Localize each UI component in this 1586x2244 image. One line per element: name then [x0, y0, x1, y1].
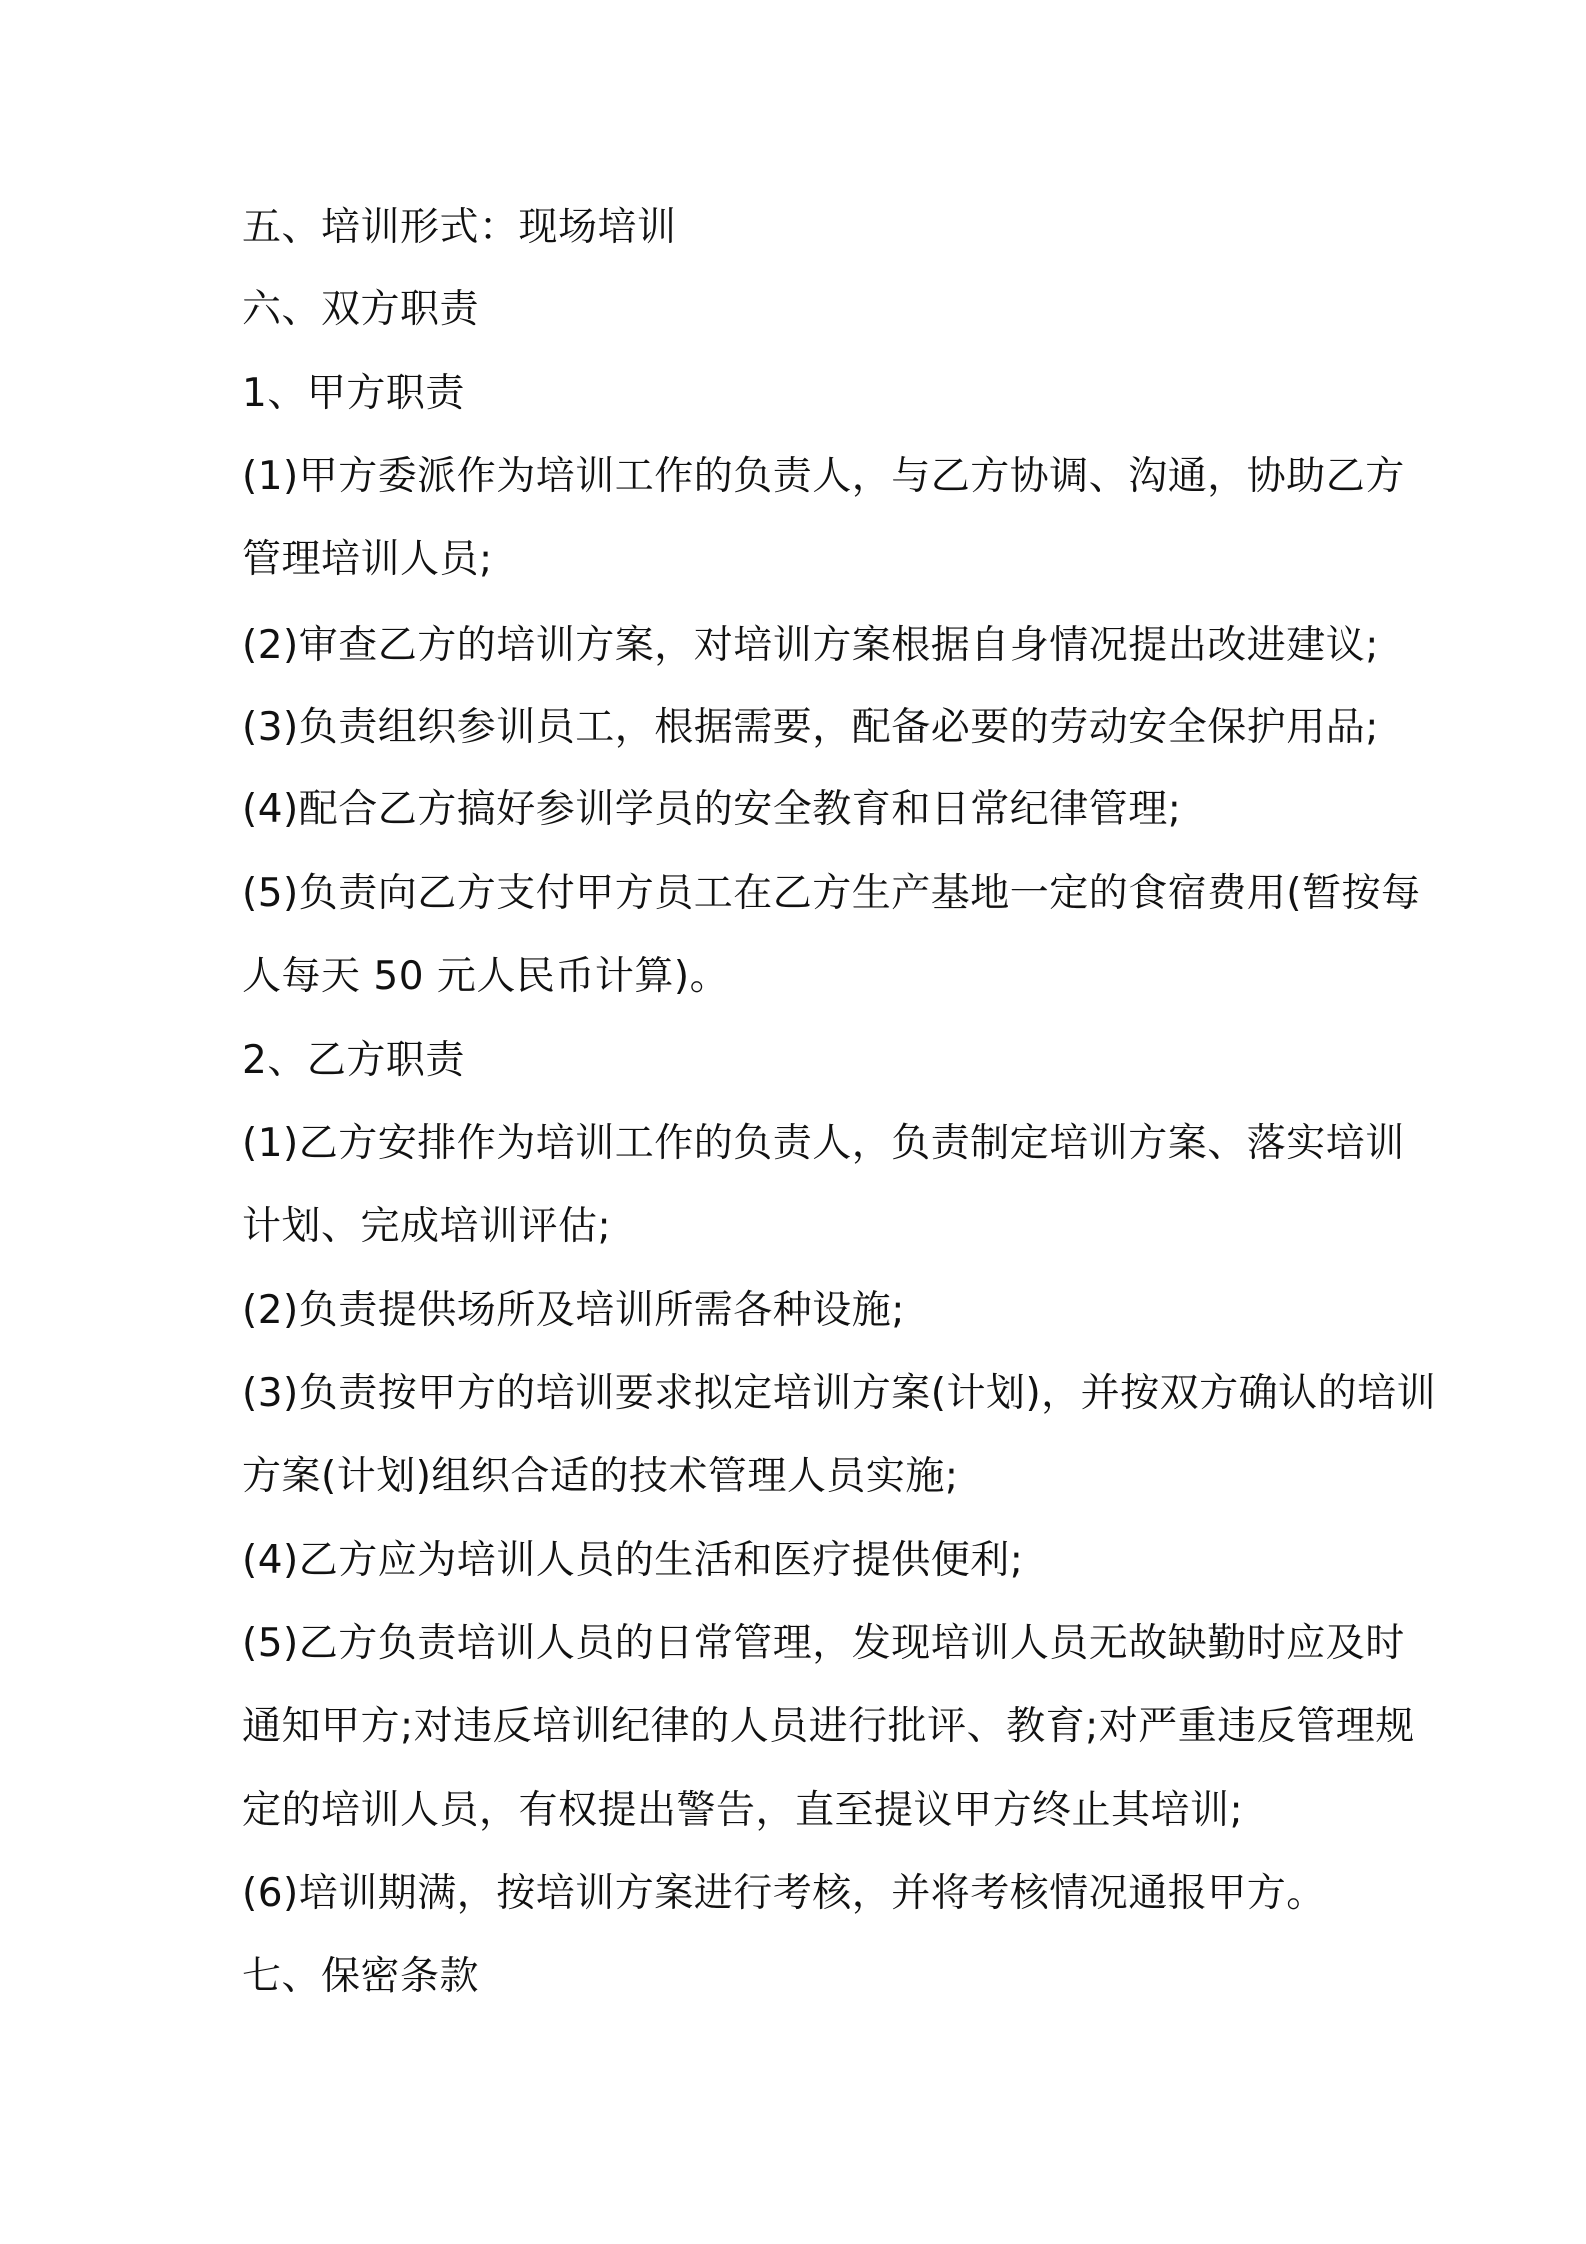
party-a-item-3: (3)负责组织参训员工，根据需要，配备必要的劳动安全保护用品; — [242, 705, 1379, 750]
section-heading-training-form: 五、培训形式：现场培训 — [242, 205, 677, 250]
subheading-party-b: 2、乙方职责 — [242, 1038, 465, 1083]
party-b-item-1-cont: 计划、完成培训评估; — [242, 1204, 612, 1249]
party-b-item-1: (1)乙方安排作为培训工作的负责人，负责制定培训方案、落实培训 — [242, 1121, 1405, 1166]
party-b-item-4: (4)乙方应为培训人员的生活和医疗提供便利; — [242, 1538, 1024, 1583]
party-b-item-5-cont-1: 通知甲方;对违反培训纪律的人员进行批评、教育;对严重违反管理规 — [242, 1704, 1415, 1749]
party-b-item-5: (5)乙方负责培训人员的日常管理，发现培训人员无故缺勤时应及时 — [242, 1621, 1405, 1666]
party-b-item-5-cont-2: 定的培训人员，有权提出警告，直至提议甲方终止其培训; — [242, 1788, 1244, 1833]
party-a-item-5: (5)负责向乙方支付甲方员工在乙方生产基地一定的食宿费用(暂按每 — [242, 871, 1421, 916]
party-b-item-3: (3)负责按甲方的培训要求拟定培训方案(计划)，并按双方确认的培训 — [242, 1371, 1437, 1416]
subheading-party-a: 1、甲方职责 — [242, 371, 465, 416]
party-a-item-1-cont: 管理培训人员; — [242, 537, 493, 582]
party-a-item-2: (2)审查乙方的培训方案，对培训方案根据自身情况提出改进建议; — [242, 623, 1379, 668]
party-b-item-2: (2)负责提供场所及培训所需各种设施; — [242, 1288, 905, 1333]
party-a-item-5-cont: 人每天 50 元人民币计算)。 — [242, 954, 730, 999]
section-heading-responsibilities: 六、双方职责 — [242, 287, 480, 332]
party-a-item-1: (1)甲方委派作为培训工作的负责人，与乙方协调、沟通，协助乙方 — [242, 454, 1405, 499]
party-a-item-4: (4)配合乙方搞好参训学员的安全教育和日常纪律管理; — [242, 787, 1182, 832]
party-b-item-6: (6)培训期满，按培训方案进行考核，并将考核情况通报甲方。 — [242, 1871, 1326, 1916]
party-b-item-3-cont: 方案(计划)组织合适的技术管理人员实施; — [242, 1454, 959, 1499]
section-heading-confidentiality: 七、保密条款 — [242, 1954, 480, 1999]
